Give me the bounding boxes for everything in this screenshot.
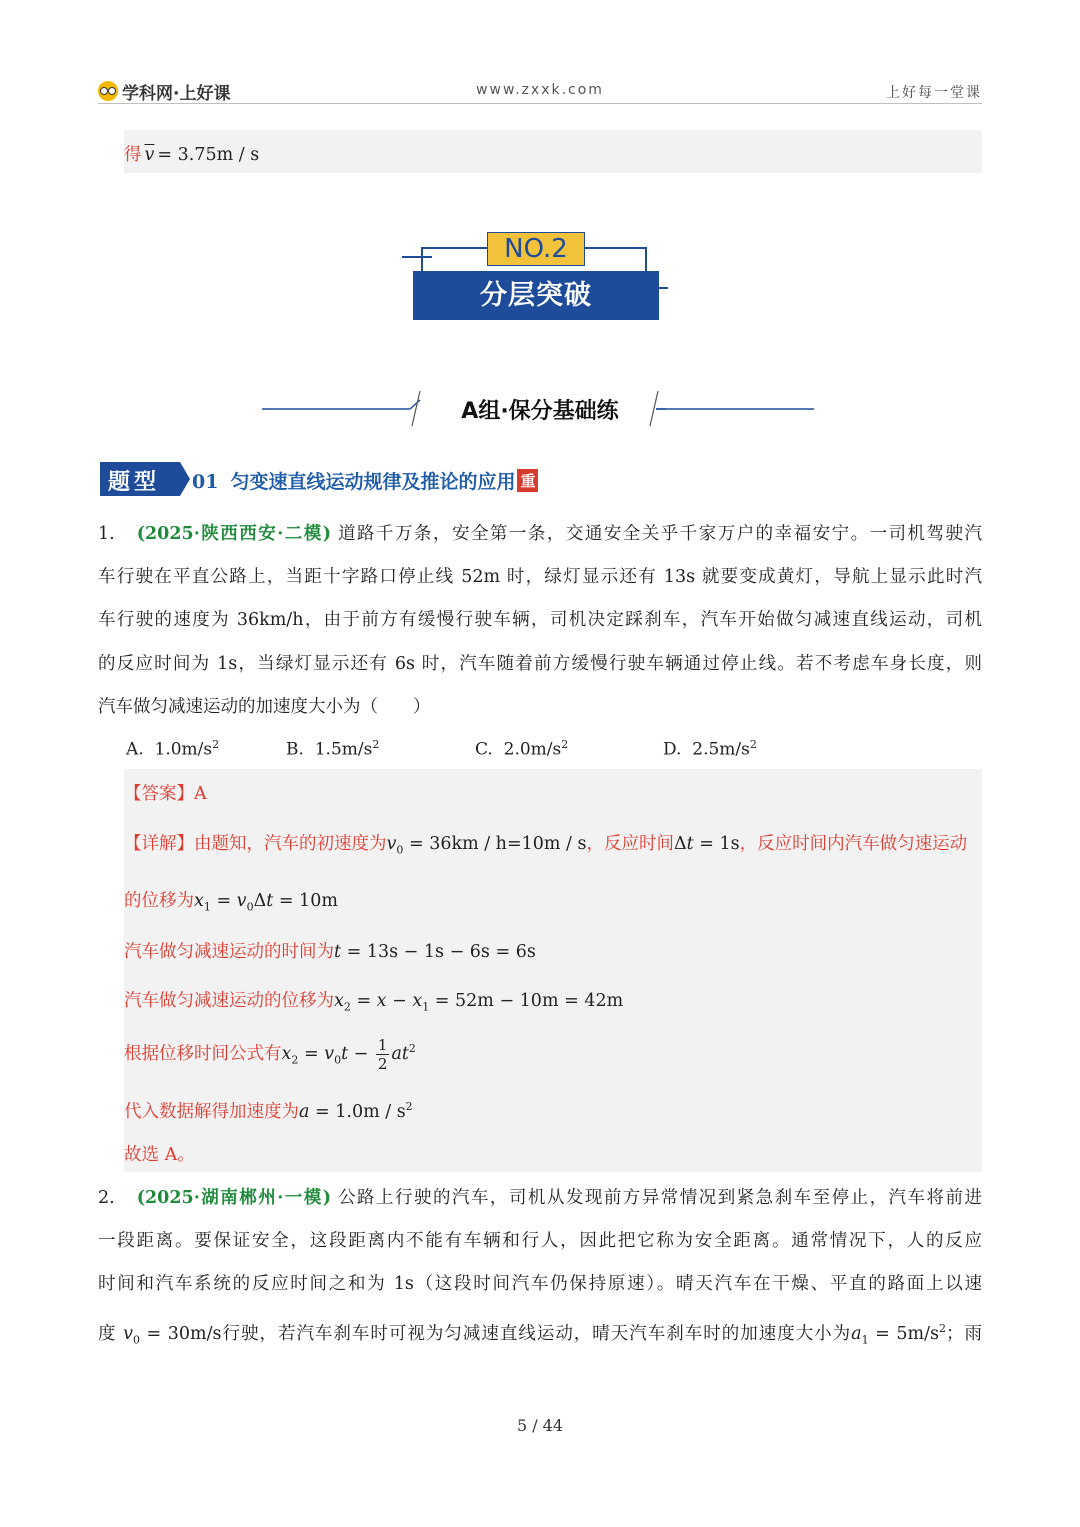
- question-type-badge: [100, 462, 180, 496]
- q2-text-1: 公路上行驶的汽车，司机从发现前方异常情况到紧急刹车至停止，汽车将前进: [338, 1188, 982, 1208]
- type-number: 01: [192, 471, 219, 493]
- type-badge-label: 题型: [108, 469, 161, 495]
- prev-answer-prefix: 得: [124, 145, 142, 165]
- q1-line-3: 车行驶的速度为 36km/h，由于前方有缓慢行驶车辆，司机决定踩刹车，汽车开始做匀减速直线运动，司机: [98, 610, 982, 630]
- q1-number: 1.: [98, 524, 115, 544]
- detail-1-formula-2: = 1s: [699, 834, 740, 854]
- detail-1-text-2: ，反应时间: [586, 834, 674, 854]
- detail-1-text-3: ，反应时间内汽车做匀速运动: [739, 834, 968, 854]
- detail-6-text: 代入数据解得加速度为: [124, 1102, 299, 1122]
- detail-6-formula: = 1.0m / s: [315, 1102, 406, 1122]
- type-title-text: 匀变速直线运动规律及推论的应用: [230, 471, 516, 493]
- logo-text: 学科网·上好课: [122, 83, 231, 104]
- detail-4-formula: = 52m − 10m = 42m: [434, 991, 624, 1011]
- q1-option-c: C. $2.0m/s^2$: [475, 738, 569, 760]
- detail-3-formula: = 13s − 1s − 6s = 6s: [346, 942, 536, 962]
- detail-2-formula: = 10m: [278, 891, 338, 911]
- q1-detail-line-6: 代入数据解得加速度为$a = 1.0m / s^2$: [124, 1100, 413, 1122]
- q2-line-3: 时间和汽车系统的反应时间之和为 1s（这段时间汽车仍保持原速）。晴天汽车在干燥、平直的路面上以速: [98, 1274, 982, 1294]
- option-b-value: 1.5m/s: [314, 739, 373, 760]
- q2-line-4-b: 行驶，若汽车刹车时可视为匀减速直线运动，晴天汽车刹车时的加速度大小为: [221, 1324, 852, 1344]
- detail-4-text: 汽车做匀减速运动的位移为: [124, 991, 334, 1011]
- q2-line-4: 度 $v_0 = 30m/s$行驶，若汽车刹车时可视为匀减速直线运动，晴天汽车刹车时的加速度大小为$a_1 = 5m/s^2$；雨: [98, 1322, 982, 1347]
- important-tag: 重: [517, 469, 538, 492]
- detail-1-text: 由题知，汽车的初速度为: [194, 834, 387, 854]
- q1-detail-line-2: 的位移为$x_1 = v_0\Delta t = 10m$: [124, 891, 338, 914]
- q1-option-d: D. $2.5m/s^2$: [663, 738, 757, 760]
- site-url: www.zxxk.com: [476, 82, 604, 98]
- q1-line-1: [98, 520, 982, 545]
- question-type-title: [192, 467, 538, 494]
- q2-line-4-a: 度: [98, 1324, 117, 1344]
- q1-detail-line-3: 汽车做匀减速运动的时间为t = 13s − 1s − 6s = 6s: [124, 942, 536, 962]
- header-divider: [98, 103, 982, 104]
- q2-line-4-formula-2: = 5m/s: [875, 1324, 939, 1344]
- q1-option-b: B. $1.5m/s^2$: [286, 738, 380, 760]
- q1-text-1: 道路千万条，安全第一条，交通安全关乎千家万户的幸福安宁。一司机驾驶汽: [338, 524, 982, 544]
- detail-label: 【详解】: [124, 834, 194, 854]
- q2-number: 2.: [98, 1188, 115, 1208]
- banner-title: 分层突破: [413, 271, 659, 320]
- option-d-label: D.: [663, 739, 682, 760]
- option-b-label: B.: [286, 739, 304, 760]
- q1-source: (2025·陕西西安·二模): [136, 524, 332, 544]
- q1-line-2: 车行驶在平直公路上，当距十字路口停止线 52m 时，绿灯显示还有 13s 就要变成黄灯，导航上显示此时汽: [98, 567, 982, 587]
- detail-3-text: 汽车做匀减速运动的时间为: [124, 942, 334, 962]
- site-slogan: 上好每一堂课: [886, 85, 982, 101]
- group-title: A组·保分基础练: [461, 399, 619, 424]
- q2-line-2: 一段距离。要保证安全，这段距离内不能有车辆和行人，因此把它称为安全距离。通常情况下，人的反应: [98, 1231, 982, 1251]
- prev-answer-formula: = 3.75m / s: [157, 145, 260, 165]
- q1-line-5: 汽车做匀减速运动的加速度大小为（ ）: [98, 697, 431, 717]
- v-bar-symbol: $\overline{v}$: [144, 145, 155, 165]
- detail-2-text: 的位移为: [124, 891, 194, 911]
- q1-conclusion: 故选 A。: [124, 1145, 195, 1165]
- option-c-label: C.: [475, 739, 493, 760]
- q2-line-1: [98, 1184, 982, 1209]
- detail-1-formula-1: = 36km / h=10m / s: [408, 834, 587, 854]
- option-c-value: 2.0m/s: [503, 739, 562, 760]
- q2-line-4-formula-1: = 30m/s: [146, 1324, 222, 1344]
- q2-source: (2025·湖南郴州·一模): [136, 1188, 332, 1208]
- banner-number: NO.2: [487, 232, 585, 266]
- q2-line-4-c: ；雨: [946, 1324, 982, 1344]
- option-d-value: 2.5m/s: [692, 739, 750, 760]
- q1-detail-line-5: 根据位移时间公式有$x_2 = v_0t$ − $\frac{1}{2}$ $at^2$: [124, 1036, 416, 1073]
- previous-answer-box: [124, 130, 982, 173]
- detail-5-text: 根据位移时间公式有: [124, 1044, 282, 1064]
- q1-detail-line-4: 汽车做匀减速运动的位移为$x_2 = x - x_1 = 52m - 10m = 42m$: [124, 991, 624, 1014]
- page-number: 5 / 44: [516, 1416, 564, 1435]
- option-a-label: A.: [126, 739, 144, 760]
- q1-line-4: 的反应时间为 1s，当绿灯显示还有 6s 时，汽车随着前方缓慢行驶车辆通过停止线。若不考虑车身长度，则: [98, 654, 982, 674]
- badge-arrow-icon: [180, 462, 190, 496]
- q1-detail-line-1: 【详解】由题知，汽车的初速度为$v_0 = 36km / h=10m / s$，反应时间Δt = 1s，反应时间内汽车做匀速运动: [124, 834, 968, 857]
- q1-option-a: A. $1.0m/s^2$: [126, 738, 220, 760]
- option-a-value: 1.0m/s: [154, 739, 213, 760]
- q1-answer: 【答案】A: [124, 784, 207, 804]
